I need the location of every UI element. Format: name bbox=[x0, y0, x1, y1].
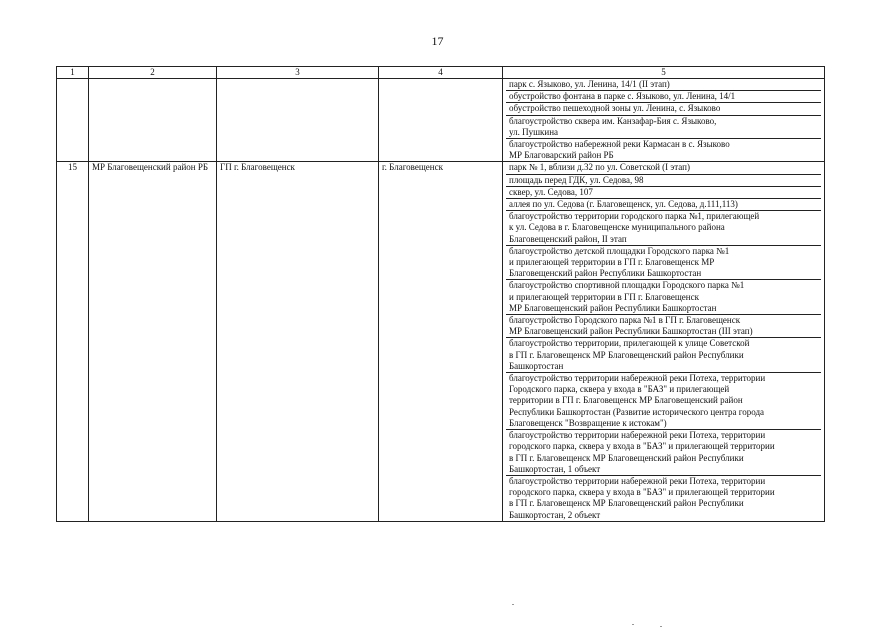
continuation-cell-1 bbox=[57, 79, 89, 162]
list-item: благоустройство территории набережной реки Потеха, территории городского парка, сквера у входа в "БАЗ" и прилегающей территории в ГП г. Благовещенск МР Благовещенский район Республики Башкортостан, 1 объект bbox=[506, 430, 821, 476]
list-item: благоустройство территории набережной реки Потеха, территории городского парка, сквера у входа в "БАЗ" и прилегающей территории в ГП г. Благовещенск МР Благовещенский район Республики Башкортостан, 2 объект bbox=[509, 475, 775, 520]
table-row-15 bbox=[57, 162, 825, 521]
list-item: парк № 1, вблизи д.32 по ул. Советской (I этап) bbox=[506, 162, 821, 174]
list-item: благоустройство территории, прилегающей к улице Советской в ГП г. Благовещенск МР Благовещенский район Республики Башкортостан bbox=[506, 338, 821, 373]
header-col-2: 2 bbox=[89, 67, 217, 79]
header-col-3: 3 bbox=[217, 67, 379, 79]
list-item: обустройство пешеходной зоны ул. Ленина, с. Языково bbox=[506, 103, 821, 115]
scan-speck bbox=[660, 626, 662, 627]
list-item: благоустройство территории набережной реки Потеха, территории Городского парка, сквера у входа в "БАЗ" и прилегающей территории в ГП г. Благовещенск МР Благовещенский район Республики Башкортостан (Развитие исторического центра города Благовещенск "Возвращение к истокам") bbox=[506, 373, 821, 430]
list-item: сквер, ул. Седова, 107 bbox=[506, 187, 821, 199]
row15-items bbox=[503, 162, 825, 521]
row-number: 15 bbox=[57, 162, 89, 521]
list-item: обустройство фонтана в парке с. Языково, ул. Ленина, 14/1 bbox=[506, 91, 821, 103]
header-col-1: 1 bbox=[57, 67, 89, 79]
scan-speck bbox=[632, 624, 634, 625]
list-item: площадь перед ГДК, ул. Седова, 98 bbox=[506, 175, 821, 187]
continuation-cell-3 bbox=[217, 79, 379, 162]
list-item: благоустройство спортивной площадки Городского парка №1 и прилегающей территории в ГП г. Благовещенск МР Благовещенский район Республики Башкортостан bbox=[506, 280, 821, 315]
continuation-cell-2 bbox=[89, 79, 217, 162]
header-col-4: 4 bbox=[379, 67, 503, 79]
list-item: благоустройство территории городского парка №1, прилегающей к ул. Седова в г. Благовещенске муниципального района Благовещенский район, II этап bbox=[506, 211, 821, 246]
table-header-row bbox=[57, 67, 825, 79]
list-item: благоустройство детской площадки Городского парка №1 и прилегающей территории в ГП г. Благовещенск МР Благовещенский район Республики Башкортостан bbox=[506, 246, 821, 281]
scan-speck bbox=[512, 604, 514, 605]
table-row-continuation bbox=[57, 79, 825, 162]
continuation-cell-4 bbox=[379, 79, 503, 162]
objects-table bbox=[56, 66, 825, 522]
list-item: благоустройство сквера им. Канзафар-Бия с. Языково, ул. Пушкина bbox=[506, 116, 821, 139]
page-number: 17 bbox=[431, 34, 444, 48]
continuation-items bbox=[503, 79, 825, 162]
locality-cell: г. Благовещенск bbox=[379, 162, 503, 521]
list-item: парк с. Языково, ул. Ленина, 14/1 (II этап) bbox=[506, 79, 821, 91]
list-item: аллея по ул. Седова (г. Благовещенск, ул. Седова, д.111,113) bbox=[506, 199, 821, 211]
list-item: благоустройство набережной реки Кармасан в с. Языково МР Благоварский район РБ bbox=[509, 139, 730, 161]
district-cell: МР Благовещенский район РБ bbox=[89, 162, 217, 521]
list-item: благоустройство Городского парка №1 в ГП г. Благовещенск МР Благовещенский район Республики Башкортостан (III этап) bbox=[506, 315, 821, 338]
header-col-5: 5 bbox=[503, 67, 825, 79]
settlement-cell: ГП г. Благовещенск bbox=[217, 162, 379, 521]
